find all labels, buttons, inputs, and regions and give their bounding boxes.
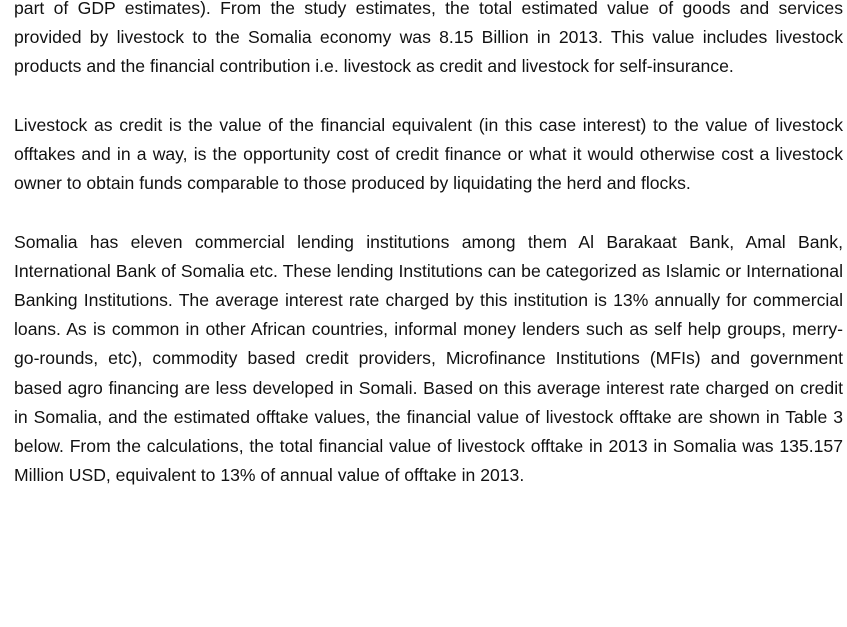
paragraph-livestock-credit: Livestock as credit is the value of the financial equivalent (in this case interest) to the value of livestock offtakes and in a way, is the opportunity cost of credit finance or what it would otherwise cost a livestock owner to obtain funds comparable to those produced by liquidating the herd and flocks. bbox=[14, 114, 843, 194]
paragraph-spacer bbox=[14, 82, 843, 111]
document-body bbox=[14, 0, 843, 490]
paragraph-spacer bbox=[14, 198, 843, 227]
paragraph-gdp-estimates: part of GDP estimates). From the study estimates, the total estimated value of goods and services provided by livestock to the Somalia economy was 8.15 Billion in 2013. This value includes livestock products and the financial contribution i.e. livestock as credit and livestock for self-insurance. bbox=[14, 0, 843, 77]
paragraph-lending-institutions: Somalia has eleven commercial lending institutions among them Al Barakaat Bank, Amal Bank, International Bank of Somalia etc. These lending Institutions can be categorized as Islamic or International Banking Institutions. The average interest rate charged by this institution is 13% annually for commercial loans. As is common in other African countries, informal money lenders such as self help groups, merry-go-rounds, etc), commodity based credit providers, Microfinance Institutions (MFIs) and government based agro financing are less developed in Somali. Based on this average interest rate charged on credit in Somalia, and the estimated offtake values, the financial value of livestock offtake are shown in Table 3 below. From the calculations, the total financial value of livestock offtake in 2013 in Somalia was 135.157 Million USD, equivalent to 13% of annual value of offtake in 2013. bbox=[14, 231, 843, 486]
